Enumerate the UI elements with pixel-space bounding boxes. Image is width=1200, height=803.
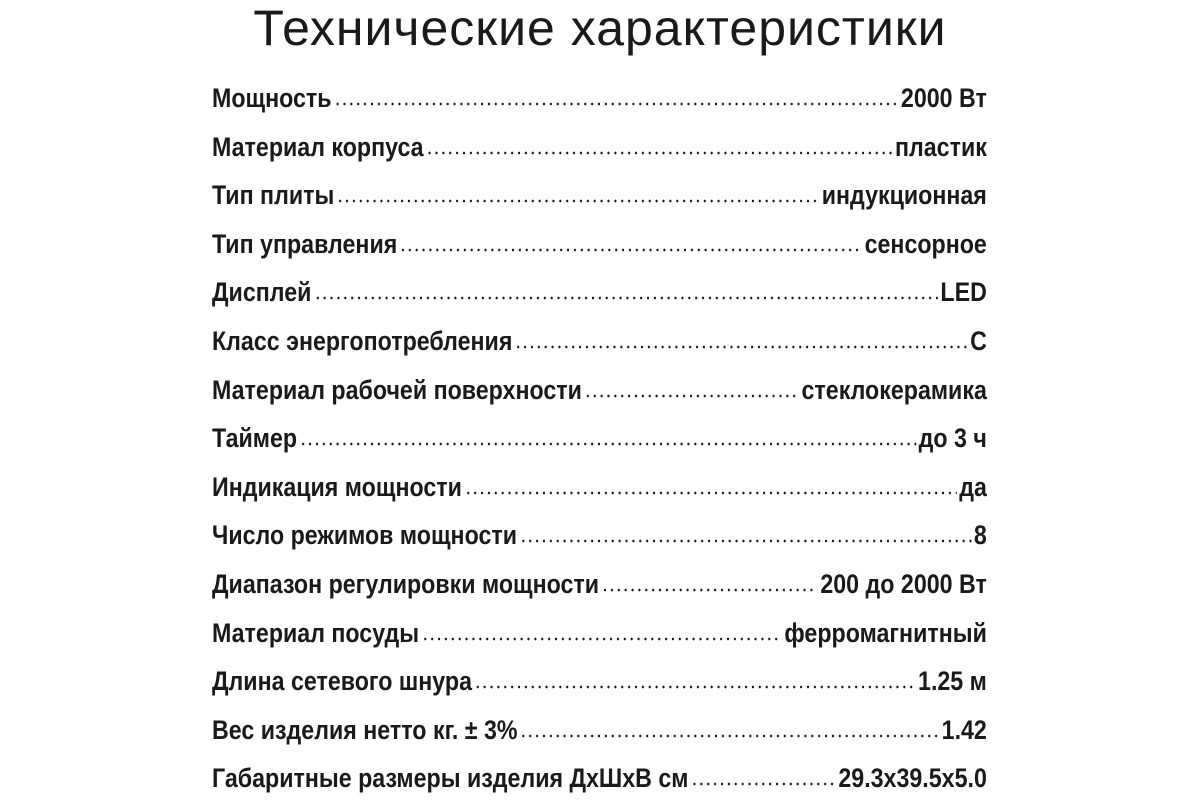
spec-label: Материал рабочей поверхности	[212, 374, 582, 405]
spec-row-body-material	[212, 123, 987, 172]
spec-row-control-type	[212, 220, 987, 269]
spec-row-surface-material	[212, 366, 987, 415]
spec-row-cookware-material	[212, 609, 987, 658]
dot-leader	[400, 247, 862, 253]
dot-leader	[691, 781, 836, 787]
spec-label: Диапазон регулировки мощности	[212, 568, 600, 599]
spec-label: Дисплей	[212, 277, 312, 308]
dot-leader	[602, 587, 818, 593]
spec-value: LED	[940, 277, 987, 308]
dot-leader	[520, 538, 972, 544]
page-title: Технические характеристики	[253, 0, 947, 56]
spec-row-cord-length	[212, 657, 987, 706]
spec-value: да	[959, 471, 987, 502]
dot-leader	[475, 684, 916, 690]
spec-row-power-modes	[212, 511, 987, 560]
spec-value: ферромагнитный	[784, 617, 987, 648]
spec-value: 1.25 м	[918, 666, 987, 697]
spec-row-display	[212, 268, 987, 317]
spec-label: Класс энергопотребления	[212, 325, 513, 356]
dot-leader	[585, 393, 799, 399]
spec-label: Таймер	[212, 423, 298, 454]
spec-row-cooktop-type	[212, 171, 987, 220]
dot-leader	[314, 295, 938, 301]
spec-label: Мощность	[212, 83, 332, 113]
dot-leader	[520, 733, 939, 739]
spec-row-energy-class	[212, 317, 987, 366]
dot-leader	[334, 101, 898, 107]
spec-value: сенсорное	[864, 228, 987, 259]
spec-label: Габаритные размеры изделия ДхШхВ см	[212, 763, 689, 794]
dot-leader	[300, 441, 916, 447]
spec-row-net-weight	[212, 706, 987, 755]
spec-row-timer	[212, 414, 987, 463]
spec-value: 8	[973, 520, 987, 551]
spec-label: Длина сетевого шнура	[212, 666, 473, 697]
spec-value: пластик	[894, 131, 987, 162]
spec-label: Материал корпуса	[212, 131, 424, 162]
spec-value: 1.42	[941, 714, 987, 745]
spec-label: Вес изделия нетто кг. ± 3%	[212, 714, 518, 745]
dot-leader	[465, 490, 957, 496]
dot-leader	[426, 150, 892, 156]
spec-value: 29.3x39.5x5.0	[838, 763, 987, 794]
spec-value: стеклокерамика	[801, 374, 987, 405]
spec-value: до 3 ч	[918, 423, 987, 454]
spec-value: индукционная	[821, 180, 987, 211]
spec-value: С	[970, 325, 987, 356]
dot-leader	[422, 636, 782, 642]
spec-row-power	[212, 74, 987, 123]
spec-value: 200 до 2000 Вт	[820, 568, 987, 599]
spec-label: Тип управления	[212, 228, 398, 259]
spec-label: Тип плиты	[212, 180, 335, 211]
dot-leader	[337, 198, 819, 204]
dot-leader	[515, 344, 968, 350]
spec-row-dimensions	[212, 754, 987, 803]
spec-list	[212, 74, 987, 803]
spec-label: Число режимов мощности	[212, 520, 518, 551]
spec-label: Материал посуды	[212, 617, 420, 648]
spec-row-power-range	[212, 560, 987, 609]
spec-value: 2000 Вт	[900, 83, 987, 113]
spec-label: Индикация мощности	[212, 471, 462, 502]
spec-row-power-indicator	[212, 463, 987, 512]
